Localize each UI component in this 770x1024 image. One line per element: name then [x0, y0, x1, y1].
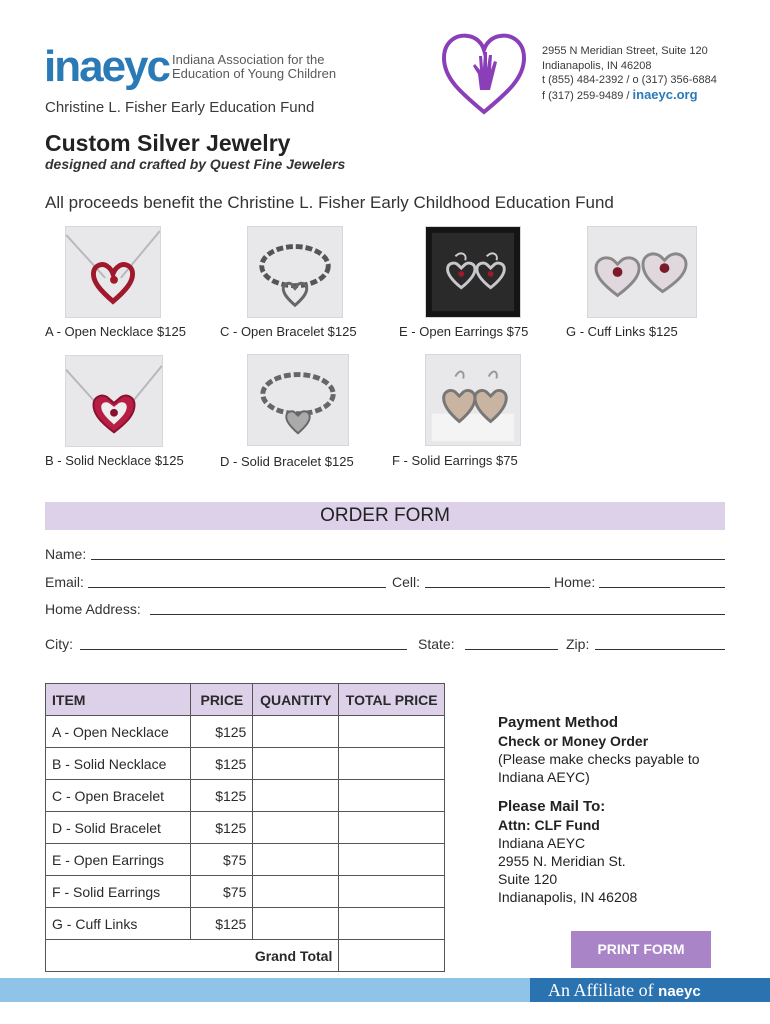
fund-name: Christine L. Fisher Early Education Fund — [45, 99, 315, 116]
zip-label: Zip: — [566, 636, 590, 652]
grand-total-input[interactable] — [339, 940, 445, 972]
open-bracelet-photo — [247, 226, 343, 318]
website-link[interactable]: inaeyc.org — [632, 86, 698, 102]
caption-open-necklace: A - Open Necklace $125 — [45, 324, 186, 339]
price-cell: $125 — [191, 780, 253, 812]
payment-note-2: Indiana AEYC) — [498, 769, 590, 785]
col-header-price: PRICE — [191, 684, 253, 716]
solid-necklace-photo — [65, 355, 163, 447]
zip-field[interactable] — [595, 649, 725, 650]
naeyc-logo: naeyc — [658, 983, 701, 1000]
name-field[interactable] — [91, 559, 725, 560]
contact-address — [542, 44, 717, 103]
mail-line-2: 2955 N. Meridian St. — [498, 853, 626, 869]
table-row — [46, 844, 445, 876]
item-cell: C - Open Bracelet — [46, 780, 191, 812]
solid-bracelet-photo — [247, 354, 349, 446]
grand-total-row — [46, 940, 445, 972]
table-row — [46, 812, 445, 844]
table-row — [46, 876, 445, 908]
table-row — [46, 908, 445, 940]
grand-total-label: Grand Total — [46, 940, 339, 972]
home-phone-label: Home: — [554, 574, 596, 590]
org-line-1: Indiana Association for the — [172, 52, 325, 67]
quantity-input[interactable] — [253, 908, 339, 940]
state-label: State: — [418, 636, 455, 652]
caption-solid-earrings: F - Solid Earrings $75 — [392, 453, 518, 468]
caption-open-earrings: E - Open Earrings $75 — [399, 324, 529, 339]
total-input[interactable] — [339, 812, 445, 844]
caption-solid-necklace: B - Solid Necklace $125 — [45, 453, 184, 468]
page-subtitle: designed and crafted by Quest Fine Jewelers — [45, 156, 346, 172]
home-phone-field[interactable] — [599, 587, 725, 588]
home-address-label: Home Address: — [45, 601, 141, 617]
total-input[interactable] — [339, 844, 445, 876]
print-form-button[interactable]: PRINT FORM — [571, 931, 711, 968]
price-cell: $75 — [191, 876, 253, 908]
name-label: Name: — [45, 546, 87, 562]
quantity-input[interactable] — [253, 748, 339, 780]
total-input[interactable] — [339, 876, 445, 908]
page-title: Custom Silver Jewelry — [45, 130, 291, 156]
address-line-2: Indianapolis, IN 46208 — [542, 59, 652, 72]
quantity-input[interactable] — [253, 876, 339, 908]
heart-hand-logo-icon — [440, 30, 528, 116]
open-necklace-photo — [65, 226, 161, 318]
payment-note-1: (Please make checks payable to — [498, 751, 700, 767]
affiliate-banner — [530, 978, 770, 1002]
email-label: Email: — [45, 574, 84, 590]
total-input[interactable] — [339, 716, 445, 748]
col-header-total: TOTAL PRICE — [339, 684, 445, 716]
fax-line — [542, 88, 717, 104]
proceeds-statement: All proceeds benefit the Christine L. Fisher Early Childhood Education Fund — [45, 193, 614, 212]
item-cell: A - Open Necklace — [46, 716, 191, 748]
city-label: City: — [45, 636, 73, 652]
cell-label: Cell: — [392, 574, 421, 590]
order-table — [45, 683, 445, 972]
payment-method-heading: Payment Method — [498, 714, 619, 731]
col-header-item: ITEM — [46, 684, 191, 716]
org-name — [172, 53, 342, 81]
total-input[interactable] — [339, 748, 445, 780]
city-field[interactable] — [80, 649, 407, 650]
price-cell: $125 — [191, 748, 253, 780]
item-cell: F - Solid Earrings — [46, 876, 191, 908]
home-address-field[interactable] — [150, 614, 725, 615]
address-line-1: 2955 N Meridian Street, Suite 120 — [542, 45, 708, 57]
table-header-row — [46, 684, 445, 716]
table-row — [46, 716, 445, 748]
item-cell: E - Open Earrings — [46, 844, 191, 876]
inaeyc-logo: inaeyc — [44, 42, 169, 91]
mail-line-4: Indianapolis, IN 46208 — [498, 889, 638, 905]
quantity-input[interactable] — [253, 812, 339, 844]
mail-line-1: Indiana AEYC — [498, 835, 586, 851]
price-cell: $125 — [191, 716, 253, 748]
col-header-quantity: QUANTITY — [253, 684, 339, 716]
item-cell: D - Solid Bracelet — [46, 812, 191, 844]
email-field[interactable] — [88, 587, 386, 588]
total-input[interactable] — [339, 780, 445, 812]
org-line-2: Education of Young Children — [172, 66, 337, 81]
price-cell: $125 — [191, 812, 253, 844]
quantity-input[interactable] — [253, 844, 339, 876]
cell-field[interactable] — [425, 587, 550, 588]
price-cell: $75 — [191, 844, 253, 876]
total-input[interactable] — [339, 908, 445, 940]
caption-open-bracelet: C - Open Bracelet $125 — [220, 324, 357, 339]
item-cell: G - Cuff Links — [46, 908, 191, 940]
price-cell: $125 — [191, 908, 253, 940]
payment-info — [498, 714, 700, 906]
state-field[interactable] — [465, 649, 558, 650]
caption-cuff-links: G - Cuff Links $125 — [566, 324, 678, 339]
caption-solid-bracelet: D - Solid Bracelet $125 — [220, 454, 354, 469]
open-earrings-photo — [425, 226, 521, 318]
phone-line: t (855) 484-2392 / o (317) 356-6884 — [542, 74, 717, 86]
mail-heading: Please Mail To: — [498, 798, 606, 815]
quantity-input[interactable] — [253, 716, 339, 748]
mail-attn: Attn: CLF Fund — [498, 817, 600, 833]
table-row — [46, 748, 445, 780]
item-cell: B - Solid Necklace — [46, 748, 191, 780]
solid-earrings-photo — [425, 354, 521, 446]
table-row — [46, 780, 445, 812]
payment-method: Check or Money Order — [498, 733, 649, 749]
mail-line-3: Suite 120 — [498, 871, 558, 887]
order-form-header: ORDER FORM — [45, 502, 725, 530]
fax-text: f (317) 259-9489 / — [542, 89, 630, 102]
cuff-links-photo — [587, 226, 697, 318]
affiliate-text: An Affiliate of — [548, 980, 654, 1000]
quantity-input[interactable] — [253, 780, 339, 812]
